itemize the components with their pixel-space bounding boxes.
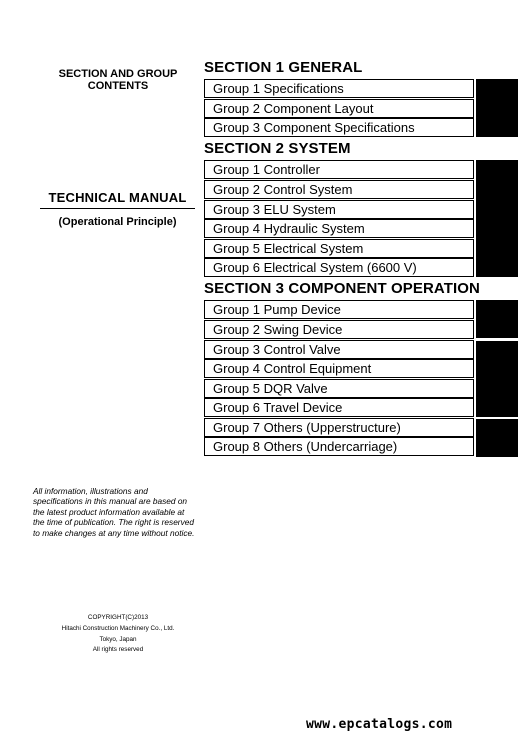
section-2-title: SECTION 2 SYSTEM bbox=[204, 140, 351, 157]
section-2-group-3[interactable]: Group 3 ELU System bbox=[204, 200, 474, 219]
section-2-group-5[interactable]: Group 5 Electrical System bbox=[204, 239, 474, 258]
manual-subtitle: (Operational Principle) bbox=[58, 216, 177, 228]
manual-title: TECHNICAL MANUAL bbox=[48, 190, 187, 205]
section-3-group-7[interactable]: Group 7 Others (Upperstructure) bbox=[204, 418, 474, 437]
disclaimer-text: All information, illustrations and specifications in this manual are based on the latest product information available at the time of publication. The right is reserved to make changes at any time without notice. bbox=[33, 486, 195, 538]
section-3-group-4[interactable]: Group 4 Control Equipment bbox=[204, 359, 474, 378]
section-3-tab-2 bbox=[476, 341, 518, 417]
section-contents-line1: SECTION AND GROUP bbox=[58, 68, 178, 80]
section-1-group-3[interactable]: Group 3 Component Specifications bbox=[204, 118, 474, 137]
section-2-group-2[interactable]: Group 2 Control System bbox=[204, 180, 474, 199]
section-1-tab bbox=[476, 79, 518, 137]
section-3-group-6[interactable]: Group 6 Travel Device bbox=[204, 398, 474, 417]
section-2-group-4[interactable]: Group 4 Hydraulic System bbox=[204, 219, 474, 238]
section-1-title: SECTION 1 GENERAL bbox=[204, 59, 363, 76]
section-2-group-1[interactable]: Group 1 Controller bbox=[204, 160, 474, 179]
title-divider bbox=[40, 208, 195, 209]
section-2-group-6[interactable]: Group 6 Electrical System (6600 V) bbox=[204, 258, 474, 277]
copyright-line-2: Hitachi Construction Machinery Co., Ltd. bbox=[61, 625, 175, 632]
website-link[interactable]: www.epcatalogs.com bbox=[306, 717, 453, 732]
section-contents-heading bbox=[38, 68, 198, 92]
section-2-tab bbox=[476, 160, 518, 277]
section-3-group-3[interactable]: Group 3 Control Valve bbox=[204, 340, 474, 359]
section-3-group-2[interactable]: Group 2 Swing Device bbox=[204, 320, 474, 339]
section-3-tab-3 bbox=[476, 419, 518, 457]
section-1-group-1[interactable]: Group 1 Specifications bbox=[204, 79, 474, 98]
copyright-line-1: COPYRIGHT(C)2013 bbox=[87, 614, 149, 621]
section-contents-line2: CONTENTS bbox=[87, 80, 149, 92]
copyright-line-3: Tokyo, Japan bbox=[99, 636, 137, 643]
section-3-group-5[interactable]: Group 5 DQR Valve bbox=[204, 379, 474, 398]
section-3-group-8[interactable]: Group 8 Others (Undercarriage) bbox=[204, 437, 474, 456]
section-1-group-2[interactable]: Group 2 Component Layout bbox=[204, 99, 474, 118]
section-3-group-1[interactable]: Group 1 Pump Device bbox=[204, 300, 474, 319]
section-3-title: SECTION 3 COMPONENT OPERATION bbox=[204, 280, 480, 297]
copyright-line-4: All rights reserved bbox=[92, 646, 144, 653]
section-3-tab-1 bbox=[476, 300, 518, 338]
